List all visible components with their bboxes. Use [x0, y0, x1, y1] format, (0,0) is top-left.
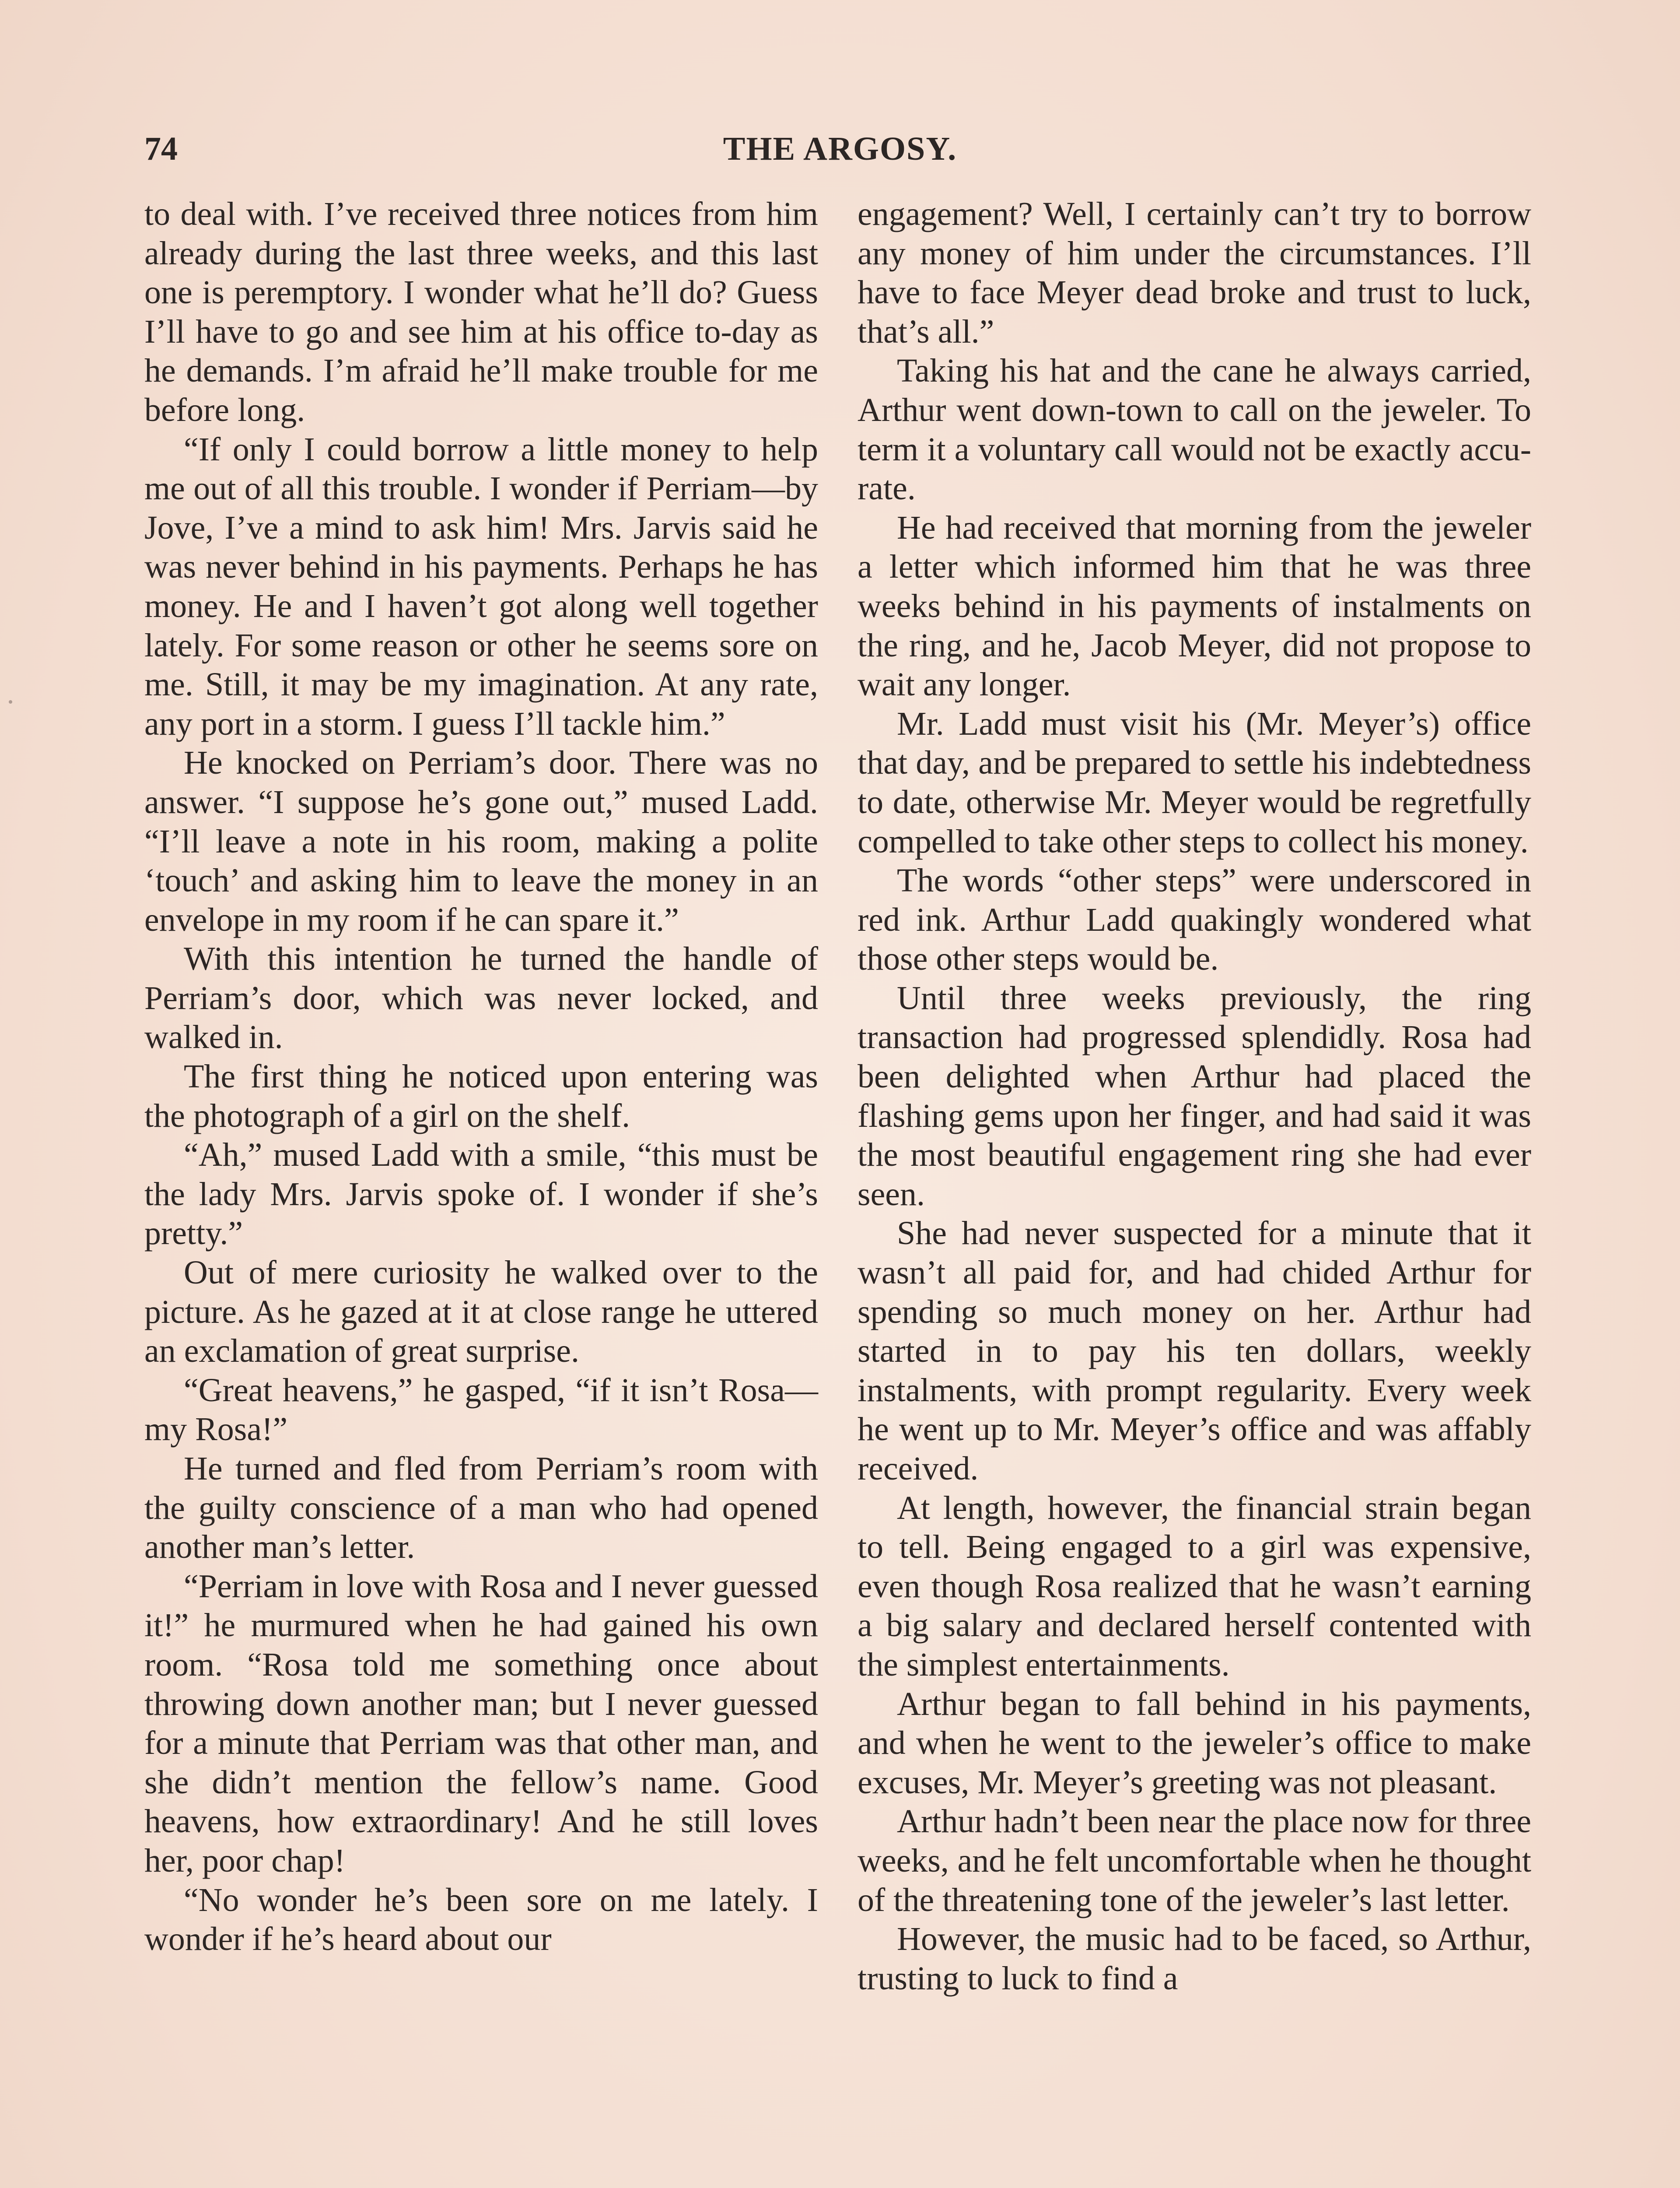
right-column — [858, 195, 1531, 1998]
paragraph: He had received that morning from the jeweler a letter which informed him that he was three weeks behind in his payments of instalments on the ring, and he, Jacob Meyer, did not propose to wait any longer. — [858, 509, 1531, 703]
paragraph: “Great heavens,” he gasped, “if it isn’t Rosa—my Rosa!” — [144, 1371, 818, 1448]
paragraph: Out of mere curiosity he walked over to the picture. As he gazed at it at close range he uttered an exclamation of great surprise. — [144, 1254, 818, 1370]
paper-speck — [9, 700, 12, 704]
paragraph: Arthur began to fall behind in his payments, and when he went to the jeweler’s office to make excuses, Mr. Meyer’s greeting was not pleasant. — [858, 1685, 1531, 1801]
paragraph: engagement? Well, I certainly can’t try to borrow any money of him under the circumstances. I’ll have to face Meyer dead broke and trust to luck, that’s all.” — [858, 196, 1531, 350]
paragraph: The first thing he noticed upon entering was the photograph of a girl on the shelf. — [144, 1058, 818, 1134]
paragraph: At length, however, the financial strain began to tell. Being engaged to a girl was expensive, even though Rosa realized that he wasn’t earning a big salary and declared herself contented with the simplest entertainments. — [858, 1489, 1531, 1683]
left-column — [144, 195, 818, 1959]
paragraph: “Ah,” mused Ladd with a smile, “this must be the lady Mrs. Jarvis spoke of. I wonder if she’s pretty.” — [144, 1136, 818, 1252]
paragraph: However, the music had to be faced, so Arthur, trusting to luck to find a — [858, 1921, 1531, 1997]
paragraph: Mr. Ladd must visit his (Mr. Meyer’s) office that day, and be prepared to settle his indebtedness to date, otherwise Mr. Meyer would be regretfully compelled to take other steps to collect his money. — [858, 705, 1531, 860]
paragraph: She had never suspected for a minute that it wasn’t all paid for, and had chided Arthur for spending so much money on her. Arthur had started in to pay his ten dollars, weekly instalments, with prompt regularity. Every week he went up to Mr. Meyer’s office and was affably received. — [858, 1215, 1531, 1487]
paragraph: Arthur hadn’t been near the place now for three weeks, and he felt uncomfortable when he thought of the threatening tone of the jeweler’s last letter. — [858, 1803, 1531, 1918]
page-header — [144, 127, 1536, 179]
paragraph: He turned and fled from Perriam’s room with the guilty conscience of a man who had opened another man’s letter. — [144, 1450, 818, 1566]
paragraph: to deal with. I’ve received three notices from him already during the last three weeks, and this last one is peremptory. I wonder what he’ll do? Guess I’ll have to go and see him at his office to-day as he demands. I’m afraid he’ll make trouble for me before long. — [144, 196, 818, 428]
paragraph: “If only I could borrow a little money to help me out of all this trouble. I wonder if Perriam—by Jove, I’ve a mind to ask him! Mrs. Jarvis said he was never behind in his payments. Perhaps he has money. He and I haven’t got along well together lately. For some reason or other he seems sore on me. Still, it may be my imagination. At any rate, any port in a storm. I guess I’ll tackle him.” — [144, 431, 818, 742]
paragraph: Until three weeks previously, the ring transaction had progressed splendidly. Rosa had been delighted when Arthur had placed the flashing gems upon her finger, and had said it was the most beautiful engagement ring she had ever seen. — [858, 979, 1531, 1213]
running-title: THE ARGOSY. — [723, 130, 957, 167]
paragraph: He knocked on Perriam’s door. There was no answer. “I suppose he’s gone out,” mused Ladd. “I’ll leave a note in his room, making a polite ‘touch’ and asking him to leave the money in an envelope in my room if he can spare it.” — [144, 744, 818, 938]
paragraph: With this intention he turned the handle of Perriam’s door, which was never locked, and walked in. — [144, 940, 818, 1056]
paragraph: Taking his hat and the cane he always carried, Arthur went down-town to call on the jeweler. To term it a voluntary call would not be exactly accurate. — [858, 352, 1531, 507]
paragraph: The words “other steps” were underscored in red ink. Arthur Ladd quakingly wondered what those other steps would be. — [858, 862, 1531, 978]
paragraph: “No wonder he’s been sore on me lately. I wonder if he’s heard about our — [144, 1881, 818, 1958]
page-number: 74 — [144, 130, 178, 167]
paragraph: “Perriam in love with Rosa and I never guessed it!” he murmured when he had gained his own room. “Rosa told me something once about throwing down another man; but I never guessed for a minute that Perriam was that other man, and she didn’t mention the fellow’s name. Good heavens, how extraordinary! And he still loves her, poor chap! — [144, 1567, 818, 1879]
